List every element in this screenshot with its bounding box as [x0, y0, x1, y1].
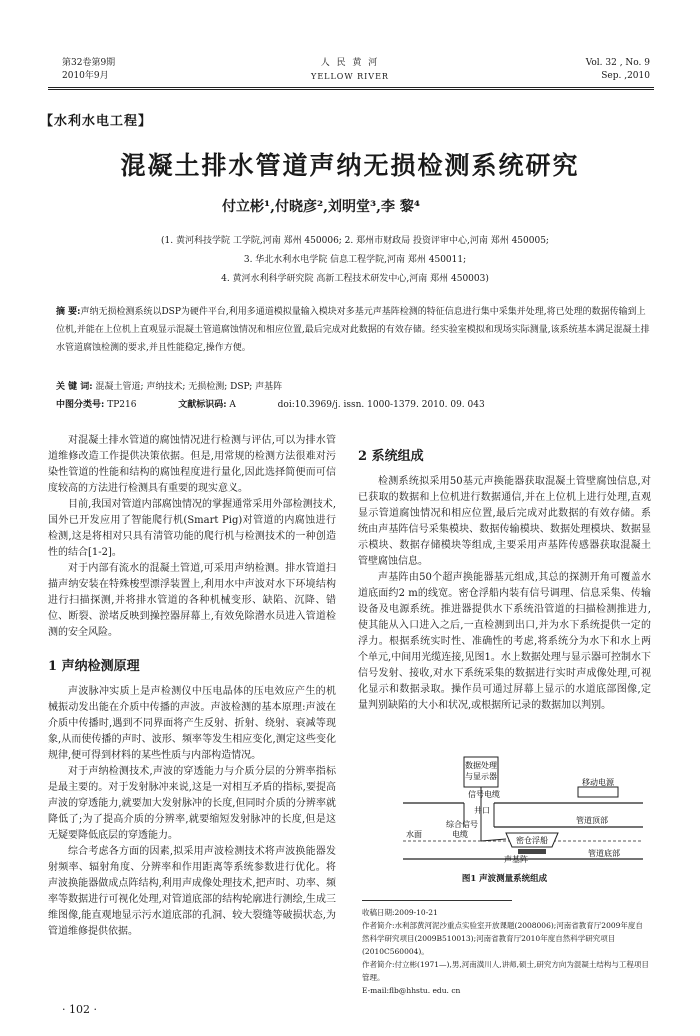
figure-1-diagram [398, 755, 648, 867]
pipe-bottom-label: 管道底部 [588, 849, 620, 858]
right-column [358, 445, 651, 714]
sound-array-shape [518, 849, 546, 854]
mobile-power-label: 移动电源 [582, 778, 614, 787]
combined-cable-label-2: 电缆 [452, 830, 468, 839]
intro-paragraph-2: 目前,我国对管道内部腐蚀情况的掌握通常采用外部检测技术,国外已开发应用了智能爬行机(Smart Pig)对管道的内腐蚀进行检测,这是将相对只具有清管功能的爬行机与检测技术的一种创造性的结合[1-2]。 [48, 499, 336, 558]
doi: doi:10.3969/j. issn. 1000-1379. 2010. 09. 043 [277, 400, 485, 410]
issue-en: Vol. 32 , No. 9 [585, 58, 650, 68]
footnote-received: 收稿日期:2009-10-21 [362, 908, 438, 917]
keywords [56, 378, 650, 396]
header-rule-2 [48, 89, 654, 90]
clc-label: 中图分类号: [56, 400, 105, 410]
footnotes [362, 906, 650, 997]
section-1-paragraph-3: 综合考虑各方面的因素,拟采用声波检测技术将声波换能器发射频率、辐射角度、分辨率和作用距离等系统参数进行优化。将声波换能器做成点阵结构,利用声成像处理技术,把声时、功率、频率等数据进行可视化处理,对管道底部的结构轮廓进行测绘,生成三维图像,能直观地显示污水道底部的孔洞、较大裂缝等破损状态,为管道维修提供依据。 [48, 846, 336, 937]
abstract [56, 303, 650, 357]
section-1-paragraph-1: 声波脉冲实质上是声检测仪中压电晶体的压电效应产生的机械振动发出能在介质中传播的声波。声波检测的基本原理:声波在介质中传播时,遇到不同界面将产生反射、折射、绕射、衰减等现象,从而使传播的声时、波形、频率等发生相应变化,测定这些变化规律,便可得到材料的某些性质与内部构造情况。 [48, 686, 336, 761]
intro-paragraph-1: 对混凝土排水管道的腐蚀情况进行检测与评估,可以为排水管道维修改造工作提供决策依据。但是,用常规的检测方法很难对污染性管道的性能和结构的腐蚀程度进行量化,因此选择简便而可信度较高的方法进行检测具有重要的现实意义。 [48, 435, 336, 494]
keywords-text: 混凝土管道; 声纳技术; 无损检测; DSP; 声基阵 [95, 382, 283, 392]
issue-info-en [586, 57, 650, 83]
journal-cn: 人 民 黄 河 [320, 58, 380, 68]
date-en: Sep. ,2010 [601, 71, 650, 81]
section-2-title: 2 系统组成 [358, 449, 424, 464]
boat-label: 密仓浮船 [516, 836, 548, 845]
doc-code-label: 文献标识码: [178, 400, 227, 410]
footnote-email: E-mail:flb@hhstu. edu. cn [362, 986, 461, 995]
doc-code-value: A [229, 400, 236, 410]
paper-title: 混凝土排水管道声纳无损检测系统研究 [120, 151, 580, 180]
authors: 付立彬¹,付晓彦²,刘明堂³,李 黎⁴ [222, 199, 421, 215]
footnote-author: 作者简介:付立彬(1971—),男,河南潢川人,讲师,硕士,研究方向为混凝土结构与工程项目管理。 [362, 960, 649, 982]
section-1-paragraph-2: 对于声纳检测技术,声波的穿透能力与介质分层的分辨率指标是最主要的。对于发射脉冲来说,这是一对相互矛盾的指标,要提高声波的穿透能力,就要加大发射脉冲的长度,但同时介质的分辨率就降低了;为了提高介质的分辨率,就要缩短发射脉冲的长度,但是这无疑要降低底层的穿透能力。 [48, 766, 336, 841]
section-2-paragraph-1: 检测系统拟采用50基元声换能器获取混凝土管壁腐蚀信息,对已获取的数据和上位机进行数据通信,并在上位机上进行处理,直观显示管道腐蚀情况和相应位置,最后完成对此数据的有效存储。系统由声基阵信号采集模块、数据传输模块、数据处理模块、数据显示模块、数据存储模块等组成,主要采用声基阵传感器获取混凝土管壁腐蚀信息。 [358, 476, 651, 567]
section-2-paragraph-2: 声基阵由50个超声换能器基元组成,其总的探测开角可覆盖水道底面约2 m的线宽。密仓浮船内装有信号调理、信息采集、传输设备及电源系统。推进器提供水下系统沿管道的扫描检测推进力,使其能从入口进入之后,一直检测到出口,并为水下系统提供一定的浮力。根据系统实时性、准确性的考虑,将系统分为水下和水上两个单元,中间用光缆连接,见图1。水上数据处理与显示器可控制水下信号发射、接收,对水下系统采集的数据进行实时声成像处理,可视化显示和数据录取。操作员可通过屏幕上显示的水道底部图像,定量判别缺陷的大小和状况,或根据所记录的数据加以判别。 [358, 572, 651, 711]
section-1-title: 1 声纳检测原理 [48, 659, 140, 674]
water-label: 水面 [406, 830, 422, 839]
display-label-2: 与显示器 [465, 772, 497, 781]
cable-label: 信号电缆 [468, 790, 500, 799]
intro-paragraph-3: 对于内部有流水的混凝土管道,可采用声纳检测。排水管道扫描声纳安装在特殊梭型漂浮装置上,利用水中声波对水下环境结构进行扫描探测,并将排水管道的各种机械变形、缺陷、沉降、错位、断裂、淤堵反映到操控器屏幕上,有效免除潜水员进入管道检测的安全风险。 [48, 563, 336, 638]
header-rule [48, 87, 654, 88]
affiliations [60, 232, 650, 289]
classification [56, 396, 656, 414]
journal-en: YELLOW RIVER [311, 72, 389, 81]
abstract-label: 摘 要: [56, 307, 81, 317]
footnote-rule [362, 900, 512, 901]
left-column [48, 433, 336, 940]
affiliation-2: 3. 华北水利水电学院 信息工程学院,河南 郑州 450011; [243, 255, 467, 265]
issue-cn: 第32卷第9期 [62, 58, 116, 68]
combined-cable-label-1: 综合信号 [446, 820, 478, 829]
section-tag: 【水利水电工程】 [40, 114, 153, 129]
keywords-label: 关 键 词: [56, 382, 93, 392]
display-label-1: 数据处理 [465, 761, 497, 770]
figure-1-caption: 图1 声波测量系统组成 [461, 874, 548, 884]
footnote-fund: 作者简介:水利部黄河泥沙重点实验室开放课题(2008006);河南省教育厅2009年度自然科学研究项目(2009B510013);河南省教育厅2010年度自然科学研究项目(2010C560004)。 [362, 921, 643, 956]
clc-value: TP216 [107, 400, 137, 410]
affiliation-3: 4. 黄河水利科学研究院 高新工程技术研发中心,河南 郑州 450003) [221, 274, 489, 284]
array-label: 声基阵 [504, 855, 528, 864]
power-box [578, 787, 618, 797]
well-label: 井口 [474, 806, 490, 815]
page-number: · 102 · [62, 1003, 97, 1016]
abstract-text: 声纳无损检测系统以DSP为硬件平台,利用多通道模拟量输入模块对多基元声基阵检测的特征信息进行集中采集并处理,将已处理的数据传输到上位机,并能在上位机上直观显示混凝土管道腐蚀情况和相应位置,最后完成对此数据的有效存储。经实验室模拟和现场实际测量,该系统基本满足混凝土排水管道腐蚀检测的要求,并且性能稳定,操作方便。 [56, 307, 650, 353]
date-cn: 2010年9月 [62, 71, 109, 81]
pipe-top-label: 管道顶部 [576, 816, 608, 825]
affiliation-1: (1. 黄河科技学院 工学院,河南 郑州 450006; 2. 郑州市财政局 投资评审中心,河南 郑州 450005; [161, 236, 549, 246]
